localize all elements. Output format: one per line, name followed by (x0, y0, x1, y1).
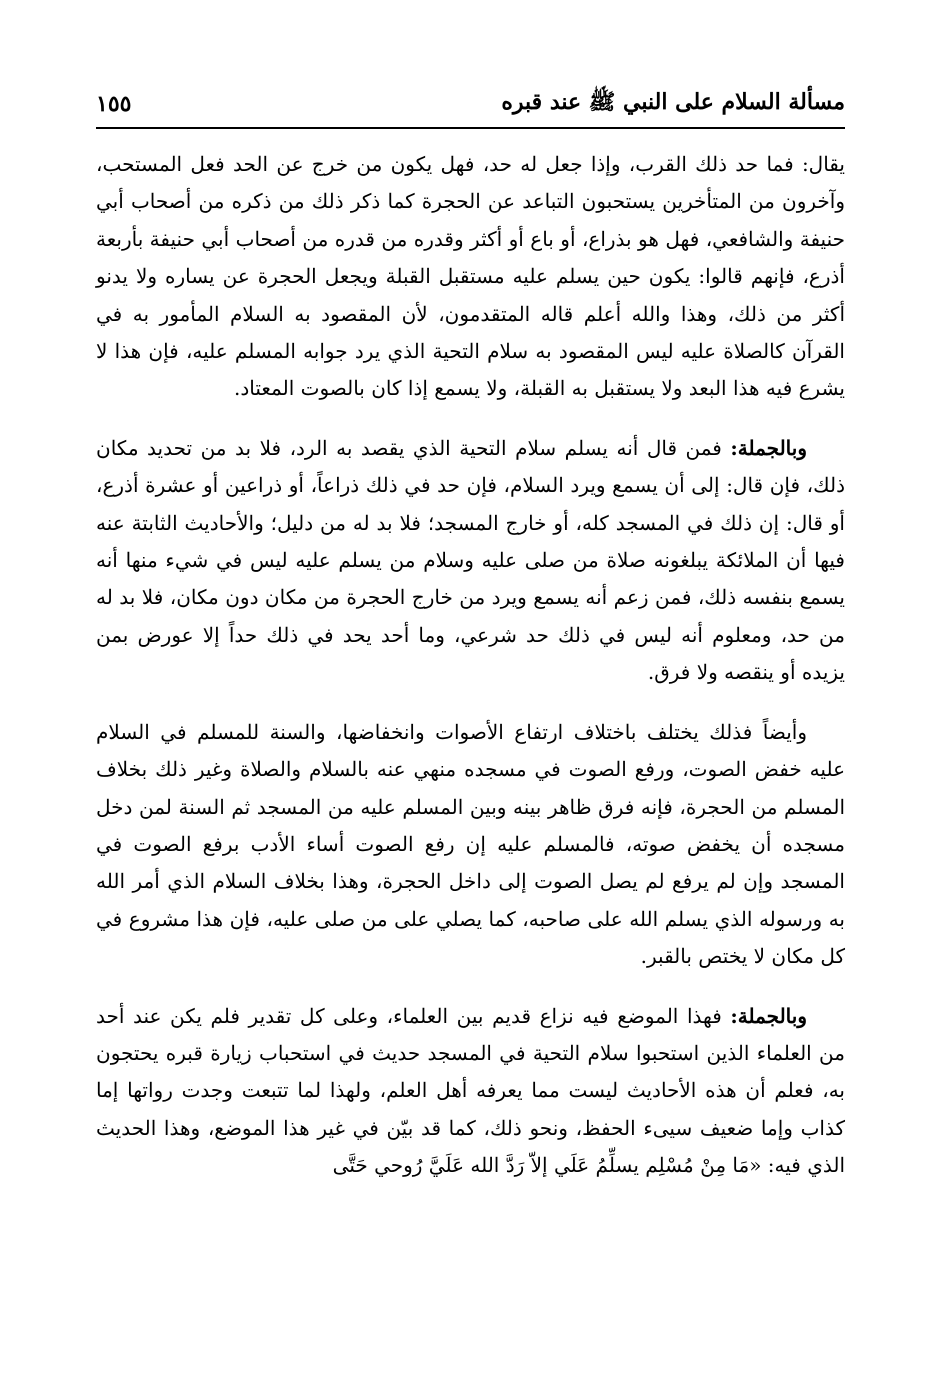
paragraph (96, 430, 845, 692)
paragraph-text: يقال: فما حد ذلك القرب، وإذا جعل له حد، فهل يكون من خرج عن الحد فعل المستحب، وآخرون من المتأخرين يستحبون التباعد عن الحجرة كما ذكر ذلك من ذكره من أصحاب أبي حنيفة والشافعي، فهل هو بذراع، أو باع أو أكثر وقدره من قدره من أصحاب أبي حنيفة بأربعة أذرع، فإنهم قالوا: يكون حين يسلم عليه مستقبل القبلة ويجعل الحجرة عن يساره ولا يدنو أكثر من ذلك، وهذا والله أعلم قاله المتقدمون، لأن المقصود به السلام المأمور به في القرآن كالصلاة عليه ليس المقصود به سلام التحية الذي يرد جوابه المسلم عليه، فإن هذا لا يشرع فيه هذا البعد ولا يستقبل به القبلة، ولا يسمع إذا كان بالصوت المعتاد. (96, 152, 845, 401)
paragraph-text: وأيضاً فذلك يختلف باختلاف ارتفاع الأصوات وانخفاضها، والسنة للمسلم في السلام عليه خفض الصوت، ورفع الصوت في مسجده منهي عنه بالسلام والصلاة وغير ذلك بخلاف المسلم من الحجرة، فإنه فرق ظاهر بينه وبين المسلم عليه من المسجد ثم السنة لمن دخل مسجده أن يخفض صوته، فالمسلم عليه إن رفع الصوت أساء الأدب برفع الصوت في المسجد وإن لم يرفع لم يصل الصوت إلى داخل الحجرة، وهذا بخلاف السلام الذي أمر الله به ورسوله الذي يسلم الله على صاحبه، كما يصلي على من صلى عليه، فإن هذا مشروع في كل مكان لا يختص بالقبر. (96, 719, 845, 969)
paragraph-lead: وبالجملة: (730, 435, 807, 460)
paragraph-lead: وبالجملة: (730, 1003, 807, 1028)
page-number: ١٥٥ (96, 91, 132, 117)
paragraph (96, 998, 845, 1185)
body-text (96, 146, 845, 1185)
running-title: مسألة السلام على النبي ﷺ عند قبره (501, 89, 845, 115)
paragraph-text: فهذا الموضع فيه نزاع قديم بين العلماء، وعلى كل تقدير فلم يكن عند أحد من العلماء الذين استحبوا سلام التحية في المسجد حديث في استحباب زيارة قبره يحتجون به، فعلم أن هذه الأحاديث ليست مما يعرفه أهل العلم، ولهذا لما تتبعت وجدت رواتها إما كذاب وإما ضعيف سيىء الحفظ، ونحو ذلك، كما قد بيّن في غير هذا الموضع، وهذا الحديث الذي فيه: «مَا مِنْ مُسْلِم يسلِّمُ عَلَي إلاّ رَدَّ الله عَلَيَّ رُوحي حَتَّى (96, 1003, 845, 1178)
paragraph (96, 714, 845, 976)
header-rule (96, 127, 845, 129)
paragraph (96, 146, 845, 408)
paragraph-text: فمن قال أنه يسلم سلام التحية الذي يقصد به الرد، فلا بد من تحديد مكان ذلك، فإن قال: إلى أن يسمع ويرد السلام، فإن حد في ذلك ذراعاً، أو ذراعين أو عشرة أذرع، أو قال: إن ذلك في المسجد كله، أو خارج المسجد؛ فلا بد له من دليل؛ والأحاديث الثابتة عنه فيها أن الملائكة يبلغونه صلاة من صلى عليه وسلام من يسلم عليه ليس في شيء منها أنه يسمع بنفسه ذلك، فمن زعم أنه يسمع ويرد من خارج الحجرة من مكان دون مكان، فلا بد له من حد، ومعلوم أنه ليس في ذلك حد شرعي، وما أحد يحد في ذلك حداً إلا عورض بمن يزيده أو ينقصه ولا فرق. (96, 435, 845, 685)
page-header (96, 84, 845, 124)
